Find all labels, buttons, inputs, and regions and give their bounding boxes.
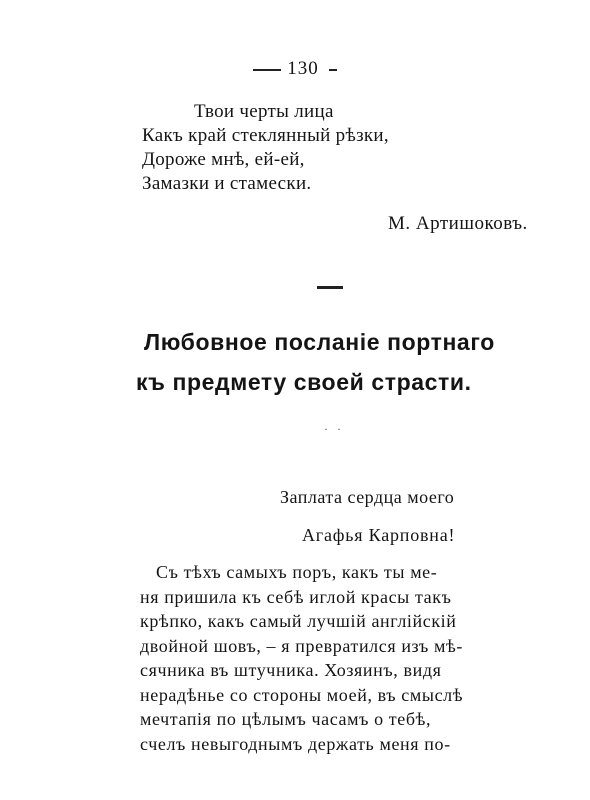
body-line: Съ тѣхъ самыхъ поръ, какъ ты ме- bbox=[156, 562, 438, 582]
body-line: мечтапія по цѣлымъ часамъ о тебѣ, bbox=[140, 709, 432, 729]
salutation-line: Агафья Карповна! bbox=[302, 525, 456, 545]
poem-author: М. Артишоковъ. bbox=[388, 213, 528, 234]
page-number-dash-right bbox=[329, 69, 337, 71]
body-line: ня пришила къ себѣ иглой красы такъ bbox=[140, 586, 452, 607]
title-ornament: · · bbox=[324, 422, 344, 436]
page-number-header bbox=[0, 58, 590, 80]
body-line: счелъ невыгоднымъ держать меня по- bbox=[140, 733, 451, 754]
page-number: 130 bbox=[287, 58, 319, 79]
section-separator bbox=[317, 286, 343, 289]
salutation-line: Заплата сердца моего bbox=[280, 487, 455, 507]
poem-line: Дороже мнѣ, ей-ей, bbox=[142, 149, 305, 170]
poem-line: Твои черты лица bbox=[194, 101, 334, 122]
body-line: сячника въ штучника. Хозяинъ, видя bbox=[140, 660, 442, 680]
poem-line: Какъ край стеклянный рѣзки, bbox=[142, 125, 389, 146]
section-title bbox=[124, 322, 564, 402]
letter-body bbox=[140, 560, 550, 756]
page-number-dash-left bbox=[253, 69, 281, 71]
title-line: къ предмету своей страсти. bbox=[136, 369, 472, 395]
title-line: Любовное посланіе портнаго bbox=[144, 329, 495, 355]
poem-line: Замазки и стамески. bbox=[142, 173, 312, 194]
letter-salutation bbox=[0, 478, 590, 554]
poem-stanza bbox=[142, 100, 522, 196]
body-line: двойной шовъ, – я превратился изъ мѣ- bbox=[140, 635, 463, 656]
body-line: крѣпко, какъ самый лучшій англійскій bbox=[140, 611, 457, 631]
body-line: нерадѣнье со стороны моей, въ смыслѣ bbox=[140, 684, 464, 705]
